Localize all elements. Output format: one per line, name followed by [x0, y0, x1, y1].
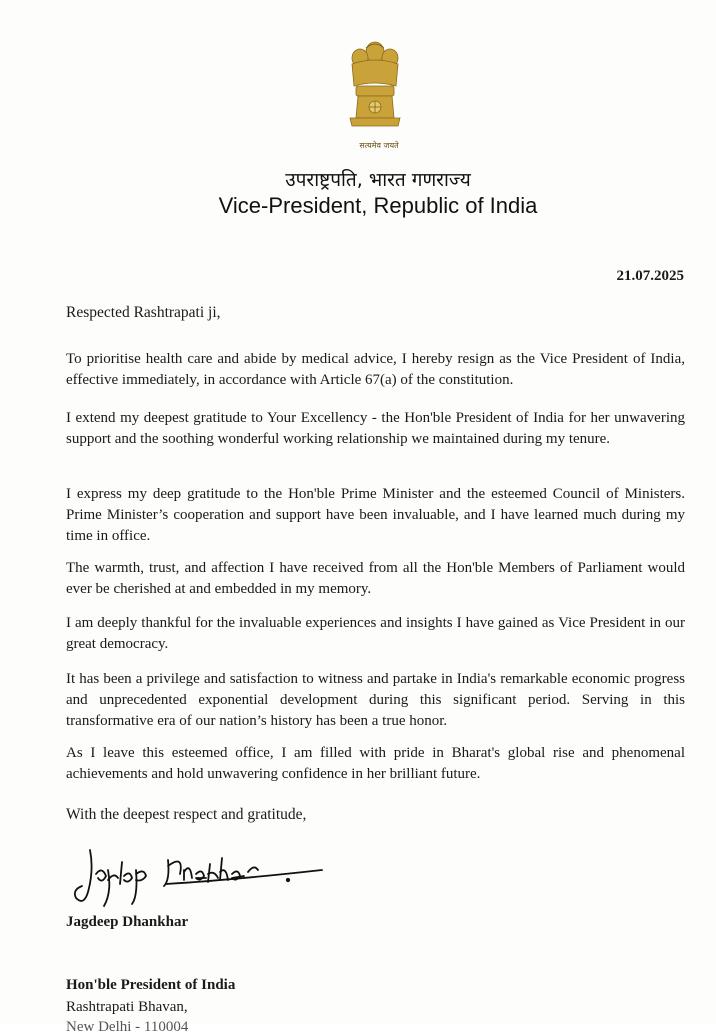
handwritten-signature: [72, 840, 332, 912]
paragraph-4: The warmth, trust, and affection I have received from all the Hon'ble Members of Parliament would ever be cherished at and embedded in my memory.: [66, 560, 685, 597]
national-emblem-icon: [336, 34, 414, 156]
recipient-address-line-2: New Delhi - 110004: [66, 1019, 189, 1035]
paragraph-7: As I leave this esteemed office, I am filled with pride in Bharat's global rise and phenomenal achievements and hold unwavering confidence in her brilliant future.: [66, 745, 685, 782]
paragraph-1: To prioritise health care and abide by medical advice, I hereby resign as the Vice President of India, effective immediately, in accordance with Article 67(a) of the constitution.: [66, 351, 685, 388]
paragraph-2: I extend my deepest gratitude to Your Excellency - the Hon'ble President of India for her unwavering support and the soothing wonderful working relationship we maintained during my tenure.: [66, 410, 685, 447]
signer-name: Jagdeep Dhankhar: [66, 914, 189, 930]
recipient-title: Hon'ble President of India: [66, 977, 236, 993]
paragraph-3: I express my deep gratitude to the Hon'ble Prime Minister and the esteemed Council of Ministers. Prime Minister’s cooperation and support have been invaluable, and I have learned much during my time in office.: [66, 486, 685, 544]
faded-stamp-impression: [468, 785, 673, 895]
paragraph-5: I am deeply thankful for the invaluable experiences and insights I have gained as Vice President in our great democracy.: [66, 615, 685, 652]
recipient-address-line-1: Rashtrapati Bhavan,: [66, 999, 188, 1015]
paragraph-6: It has been a privilege and satisfaction to witness and partake in India's remarkable economic progress and unprecedented exponential development during this significant period. Serving in this transformative era of our nation’s history has been a true honor.: [66, 671, 685, 729]
emblem-motto: सत्यमेव जयते: [359, 141, 399, 150]
salutation: Respected Rashtrapati ji,: [66, 304, 221, 321]
letter-date: 21.07.2025: [616, 268, 684, 284]
closing-line: With the deepest respect and gratitude,: [66, 806, 307, 823]
letterhead-english-title: Vice-President, Republic of India: [218, 193, 538, 218]
letterhead-hindi-title: उपराष्ट्रपति, भारत गणराज्य: [285, 169, 471, 191]
